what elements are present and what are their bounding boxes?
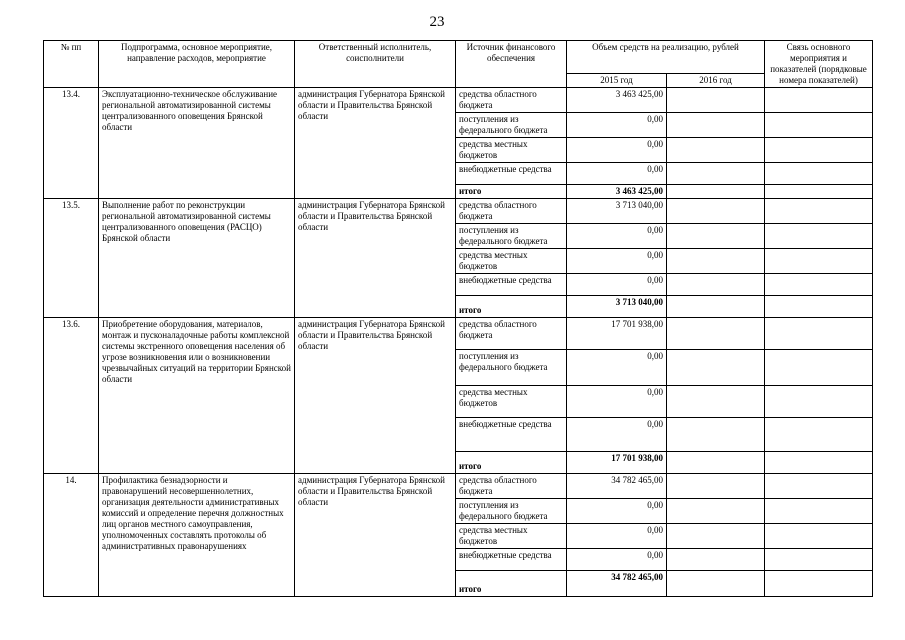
amount-2015: 0,00 bbox=[567, 499, 667, 524]
amount-2015: 0,00 bbox=[567, 163, 667, 185]
amount-2016 bbox=[667, 185, 765, 199]
header-executor: Ответственный исполнитель, соисполнители bbox=[295, 41, 456, 88]
indicator-link bbox=[765, 274, 873, 296]
header-year-2016: 2016 год bbox=[667, 74, 765, 88]
table-row bbox=[44, 199, 873, 224]
amount-2015: 34 782 465,00 bbox=[567, 474, 667, 499]
source-label: средства местных бюджетов bbox=[456, 138, 567, 163]
amount-2016 bbox=[667, 138, 765, 163]
indicator-link bbox=[765, 318, 873, 350]
amount-2016 bbox=[667, 452, 765, 474]
amount-2016 bbox=[667, 113, 765, 138]
activity-name: Выполнение работ по реконструкции региональной автоматизированной системы централизованного оповещения (РАСЦО) Брянской области bbox=[99, 199, 295, 318]
executor: администрация Губернатора Брянской области и Правительства Брянской области bbox=[295, 318, 456, 474]
source-label: внебюджетные средства bbox=[456, 549, 567, 571]
amount-2015: 0,00 bbox=[567, 249, 667, 274]
total-2015: 17 701 938,00 bbox=[567, 452, 667, 474]
amount-2016 bbox=[667, 249, 765, 274]
indicator-link bbox=[765, 224, 873, 249]
amount-2016 bbox=[667, 199, 765, 224]
budget-table bbox=[43, 40, 873, 597]
table-row bbox=[44, 474, 873, 499]
amount-2016 bbox=[667, 549, 765, 571]
source-label: средства областного бюджета bbox=[456, 199, 567, 224]
amount-2015: 0,00 bbox=[567, 386, 667, 418]
total-2015: 34 782 465,00 bbox=[567, 571, 667, 597]
table-row bbox=[44, 88, 873, 113]
indicator-link bbox=[765, 138, 873, 163]
amount-2016 bbox=[667, 474, 765, 499]
header-link: Связь основного мероприятия и показателей (порядковые номера показателей) bbox=[765, 41, 873, 88]
source-label: поступления из федерального бюджета bbox=[456, 350, 567, 386]
source-label: средства местных бюджетов bbox=[456, 249, 567, 274]
table-row bbox=[44, 318, 873, 350]
indicator-link bbox=[765, 474, 873, 499]
table-body bbox=[44, 88, 873, 597]
activity-name: Профилактика безнадзорности и правонарушений несовершеннолетних, организация деятельности административных комиссий и определение перечня должностных лиц органов местного самоуправления, уполномоченных составлять протоколы об административных правонарушениях bbox=[99, 474, 295, 597]
indicator-link bbox=[765, 350, 873, 386]
source-label: средства местных бюджетов bbox=[456, 524, 567, 549]
amount-2016 bbox=[667, 224, 765, 249]
indicator-link bbox=[765, 418, 873, 452]
indicator-link bbox=[765, 163, 873, 185]
indicator-link bbox=[765, 571, 873, 597]
activity-name: Приобретение оборудования, материалов, монтаж и пусконаладочные работы комплексной системы экстренного оповещения населения об угрозе возникновения или о возникновении чрезвычайных ситуаций на территории Брянской области bbox=[99, 318, 295, 474]
header-year-2015: 2015 год bbox=[567, 74, 667, 88]
amount-2015: 0,00 bbox=[567, 113, 667, 138]
indicator-link bbox=[765, 499, 873, 524]
row-number: 13.6. bbox=[44, 318, 99, 474]
indicator-link bbox=[765, 199, 873, 224]
amount-2016 bbox=[667, 88, 765, 113]
amount-2016 bbox=[667, 318, 765, 350]
source-label: внебюджетные средства bbox=[456, 274, 567, 296]
amount-2016 bbox=[667, 163, 765, 185]
source-label: внебюджетные средства bbox=[456, 163, 567, 185]
source-total-label: итого bbox=[456, 296, 567, 318]
source-total-label: итого bbox=[456, 452, 567, 474]
indicator-link bbox=[765, 452, 873, 474]
amount-2015: 0,00 bbox=[567, 350, 667, 386]
amount-2015: 0,00 bbox=[567, 224, 667, 249]
executor: администрация Губернатора Брянской области и Правительства Брянской области bbox=[295, 88, 456, 199]
executor: администрация Губернатора Брянской области и Правительства Брянской области bbox=[295, 199, 456, 318]
row-number: 14. bbox=[44, 474, 99, 597]
source-label: внебюджетные средства bbox=[456, 418, 567, 452]
row-number: 13.4. bbox=[44, 88, 99, 199]
amount-2015: 0,00 bbox=[567, 549, 667, 571]
header-num: № пп bbox=[44, 41, 99, 88]
source-label: средства областного бюджета bbox=[456, 474, 567, 499]
amount-2015: 17 701 938,00 bbox=[567, 318, 667, 350]
amount-2015: 0,00 bbox=[567, 274, 667, 296]
total-2015: 3 463 425,00 bbox=[567, 185, 667, 199]
indicator-link bbox=[765, 88, 873, 113]
source-label: поступления из федерального бюджета bbox=[456, 113, 567, 138]
header-program: Подпрограмма, основное мероприятие, направление расходов, мероприятие bbox=[99, 41, 295, 88]
amount-2016 bbox=[667, 524, 765, 549]
activity-name: Эксплуатационно-техническое обслуживание региональной автоматизированной системы централизованного оповещения Брянской области bbox=[99, 88, 295, 199]
amount-2016 bbox=[667, 418, 765, 452]
amount-2015: 3 463 425,00 bbox=[567, 88, 667, 113]
indicator-link bbox=[765, 386, 873, 418]
page-number: 23 bbox=[429, 14, 445, 30]
amount-2015: 0,00 bbox=[567, 418, 667, 452]
amount-2015: 0,00 bbox=[567, 524, 667, 549]
amount-2016 bbox=[667, 274, 765, 296]
source-label: средства областного бюджета bbox=[456, 318, 567, 350]
indicator-link bbox=[765, 249, 873, 274]
row-number: 13.5. bbox=[44, 199, 99, 318]
indicator-link bbox=[765, 113, 873, 138]
indicator-link bbox=[765, 549, 873, 571]
source-label: поступления из федерального бюджета bbox=[456, 224, 567, 249]
amount-2016 bbox=[667, 350, 765, 386]
executor: администрация Губернатора Брянской области и Правительства Брянской области bbox=[295, 474, 456, 597]
amount-2016 bbox=[667, 296, 765, 318]
amount-2016 bbox=[667, 386, 765, 418]
source-label: средства местных бюджетов bbox=[456, 386, 567, 418]
header-source: Источник финансового обеспечения bbox=[456, 41, 567, 88]
total-2015: 3 713 040,00 bbox=[567, 296, 667, 318]
indicator-link bbox=[765, 185, 873, 199]
amount-2016 bbox=[667, 499, 765, 524]
amount-2016 bbox=[667, 571, 765, 597]
indicator-link bbox=[765, 296, 873, 318]
indicator-link bbox=[765, 524, 873, 549]
amount-2015: 3 713 040,00 bbox=[567, 199, 667, 224]
amount-2015: 0,00 bbox=[567, 138, 667, 163]
source-total-label: итого bbox=[456, 185, 567, 199]
source-label: поступления из федерального бюджета bbox=[456, 499, 567, 524]
header-amount: Объем средств на реализацию, рублей bbox=[567, 41, 765, 74]
source-label: средства областного бюджета bbox=[456, 88, 567, 113]
source-total-label: итого bbox=[456, 571, 567, 597]
